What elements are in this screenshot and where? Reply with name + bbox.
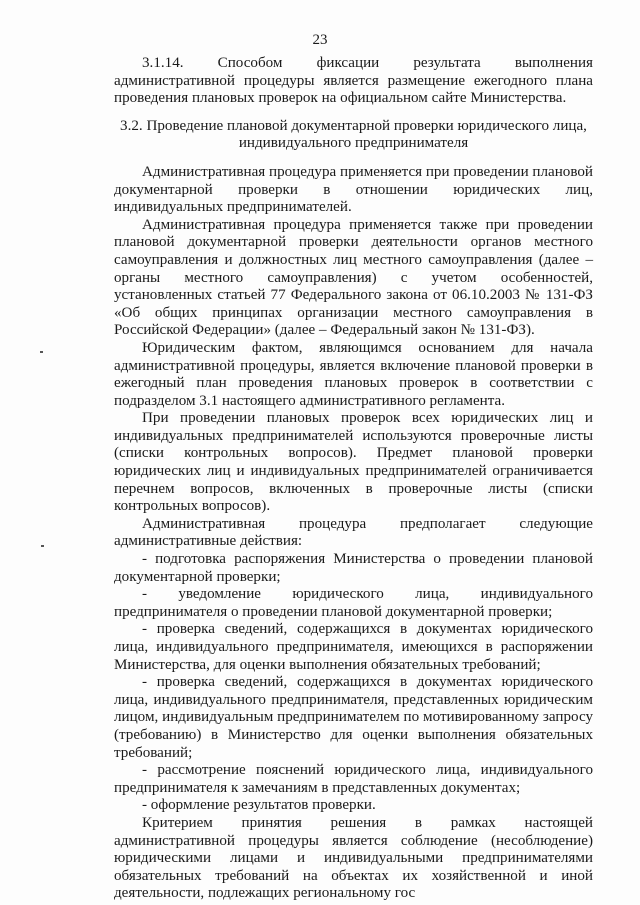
list-item: - проверка сведений, содержащихся в документах юридического лица, индивидуального предпринимателя, представленных юридическим лицом, индивидуальным предпринимателем по мотивированному запросу (требованию) в Министерство для оценки выполнения обязательных требований; bbox=[114, 674, 593, 761]
body-paragraph: При проведении плановых проверок всех юридических лиц и индивидуальных предпринимателей используются проверочные листы (списки контрольных вопросов). Предмет плановой проверки юридических лиц и индивидуальных предпринимателей ограничивается перечнем вопросов, включенных в проверочные листы (списки контрольных вопросов). bbox=[114, 410, 593, 515]
list-item: - рассмотрение пояснений юридического лица, индивидуального предпринимателя к замечаниям в представленных документах; bbox=[114, 762, 593, 796]
body-paragraph: Юридическим фактом, являющимся основанием для начала административной процедуры, является включение плановой проверки в ежегодный план проведения плановых проверок в соответствии с подразделом 3.1 настоящего административного регламента. bbox=[114, 339, 593, 409]
intro-paragraph: 3.1.14. Способом фиксации результата выполнения административной процедуры является размещение ежегодного плана проведения плановых проверок на официальном сайте Министерства. bbox=[114, 55, 593, 107]
body-paragraph: Критерием принятия решения в рамках настоящей административной процедуры является соблюдение (несоблюдение) юридическими лицами и индивидуальными предпринимателями обязательных требований на объектах их хозяйственной и иной деятельности, подлежащих региональному гос bbox=[114, 814, 593, 902]
list-item: - уведомление юридического лица, индивидуального предпринимателя о проведении плановой документарной проверки; bbox=[114, 586, 593, 620]
document-body bbox=[114, 55, 593, 903]
page-number: 23 bbox=[312, 32, 328, 48]
section-heading-line: 3.2. Проведение плановой документарной проверки юридического лица, bbox=[120, 117, 587, 134]
section-heading-line: индивидуального предпринимателя bbox=[238, 135, 469, 152]
margin-mark bbox=[40, 351, 43, 353]
body-paragraph: Административная процедура применяется при проведении плановой документарной проверки в отношении юридических лиц, индивидуальных предпринимателей. bbox=[114, 163, 594, 216]
body-paragraph: Административная процедура предполагает следующие административные действия: bbox=[114, 515, 593, 550]
body-paragraph: Административная процедура применяется также при проведении плановой документарной проверки деятельности органов местного самоуправления и должностных лиц местного самоуправления (далее – органы местного самоуправления) с учетом особенностей, установленных статьей 77 Федерального закона от 06.10.2003 № 131-ФЗ «Об общих принципах организации местного самоуправления в Российской Федерации» (далее – Федеральный закон № 131-ФЗ). bbox=[114, 216, 593, 339]
list-item: - подготовка распоряжения Министерства о проведении плановой документарной проверки; bbox=[114, 551, 593, 585]
margin-mark bbox=[41, 545, 44, 547]
section-heading bbox=[114, 108, 593, 164]
list-item: - оформление результатов проверки. bbox=[142, 797, 376, 814]
list-item: - проверка сведений, содержащихся в документах юридического лица, индивидуального предпринимателя, имеющихся в распоряжении Министерства, для оценки выполнения обязательных требований; bbox=[114, 621, 593, 673]
